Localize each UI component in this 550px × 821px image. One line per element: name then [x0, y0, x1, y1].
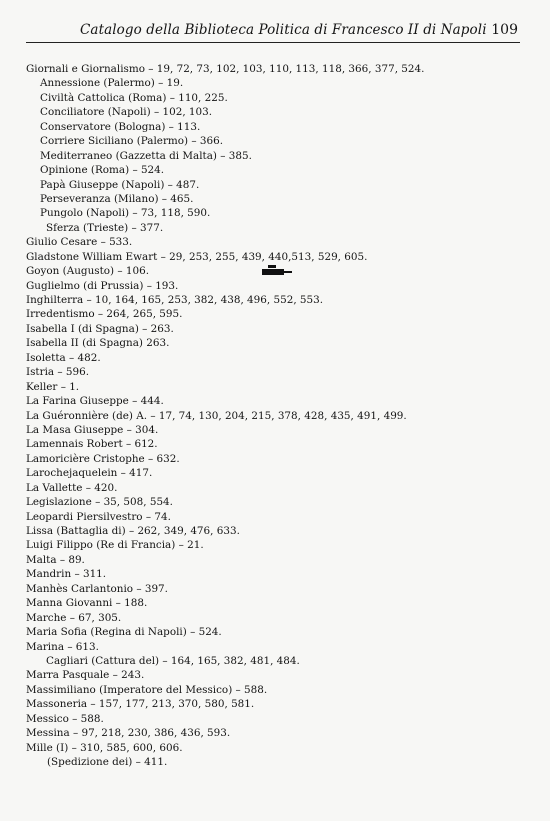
index-subentry: Perseveranza (Milano) – 465.: [40, 192, 194, 205]
index-entry: Keller – 1.: [26, 380, 80, 393]
index-entry: Massimiliano (Imperatore del Messico) – 588.: [26, 683, 268, 696]
index-entry: Legislazione – 35, 508, 554.: [26, 496, 173, 509]
index-entry: Luigi Filippo (Re di Francia) – 21.: [26, 539, 204, 552]
index-subentry: Cagliari (Cattura del) – 164, 165, 382, 481, 484.: [46, 654, 300, 667]
index-entry: Marra Pasquale – 243.: [26, 669, 145, 682]
index-entry: Larochejaquelein – 417.: [26, 467, 153, 480]
index-subentry: Conciliatore (Napoli) – 102, 103.: [40, 106, 213, 119]
running-title: Catalogo della Biblioteca Politica di Francesco II di Napoli: [80, 22, 487, 38]
index-entry: Marche – 67, 305.: [26, 611, 122, 624]
printer-mark: [262, 268, 292, 275]
index-entry: Mille (I) – 310, 585, 600, 606.: [26, 741, 183, 754]
index-subentry: Sferza (Trieste) – 377.: [46, 221, 164, 234]
index-entry: Isabella I (di Spagna) – 263.: [26, 322, 174, 335]
index-entry: Isabella II (di Spagna) 263.: [26, 337, 170, 350]
index-entry: Isoletta – 482.: [26, 351, 101, 364]
index-entry: La Vallette – 420.: [26, 481, 118, 494]
index-entry: La Guéronnière (de) A. – 17, 74, 130, 204, 215, 378, 428, 435, 491, 499.: [26, 409, 407, 422]
page-number: 109: [491, 22, 518, 38]
index-entry: Maria Sofia (Regina di Napoli) – 524.: [26, 626, 222, 639]
index-list: [26, 62, 526, 769]
index-entry: Giulio Cesare – 533.: [26, 236, 133, 249]
index-subentry: Mediterraneo (Gazzetta di Malta) – 385.: [40, 149, 252, 162]
index-entry: Manhès Carlantonio – 397.: [26, 582, 168, 595]
index-entry: La Farina Giuseppe – 444.: [26, 395, 164, 408]
index-subentry: Pungolo (Napoli) – 73, 118, 590.: [40, 207, 211, 220]
index-entry: Gladstone William Ewart – 29, 253, 255, 439, 440,513, 529, 605.: [26, 250, 368, 263]
index-subentry: (Spedizione dei) – 411.: [47, 756, 168, 768]
index-entry: Malta – 89.: [26, 553, 85, 566]
index-subentry: Civiltà Cattolica (Roma) – 110, 225.: [40, 91, 228, 104]
index-subentry: Opinione (Roma) – 524.: [40, 164, 165, 177]
index-entry: Irredentismo – 264, 265, 595.: [26, 308, 183, 321]
index-entry: Leopardi Piersilvestro – 74.: [26, 510, 171, 523]
index-entry: Marina – 613.: [26, 640, 99, 653]
index-entry: Massoneria – 157, 177, 213, 370, 580, 581.: [26, 698, 255, 711]
index-entry: La Masa Giuseppe – 304.: [26, 423, 159, 436]
index-subentry: Conservatore (Bologna) – 113.: [40, 120, 201, 133]
index-entry: Goyon (Augusto) – 106.: [26, 265, 150, 278]
index-entry: Messina – 97, 218, 230, 386, 436, 593.: [26, 727, 231, 740]
header-rule: [26, 42, 520, 43]
index-subentry: Papà Giuseppe (Napoli) – 487.: [40, 178, 200, 191]
index-entry: Messico – 588.: [26, 712, 104, 725]
index-subentry: Annessione (Palermo) – 19.: [40, 77, 184, 90]
index-entry: Inghilterra – 10, 164, 165, 253, 382, 438, 496, 552, 553.: [26, 294, 324, 306]
index-entry: Giornali e Giornalismo – 19, 72, 73, 102, 103, 110, 113, 118, 366, 377, 524.: [26, 63, 425, 75]
index-entry: Mandrin – 311.: [26, 568, 107, 581]
index-entry: Manna Giovanni – 188.: [26, 597, 148, 610]
page-header: [26, 22, 526, 42]
index-entry: Lamennais Robert – 612.: [26, 438, 158, 451]
index-entry: Istria – 596.: [26, 366, 90, 379]
index-entry: Guglielmo (di Prussia) – 193.: [26, 279, 179, 292]
index-entry: Lamoricière Cristophe – 632.: [26, 452, 180, 465]
index-entry: Lissa (Battaglia di) – 262, 349, 476, 633.: [26, 525, 240, 537]
index-subentry: Corriere Siciliano (Palermo) – 366.: [40, 135, 224, 148]
